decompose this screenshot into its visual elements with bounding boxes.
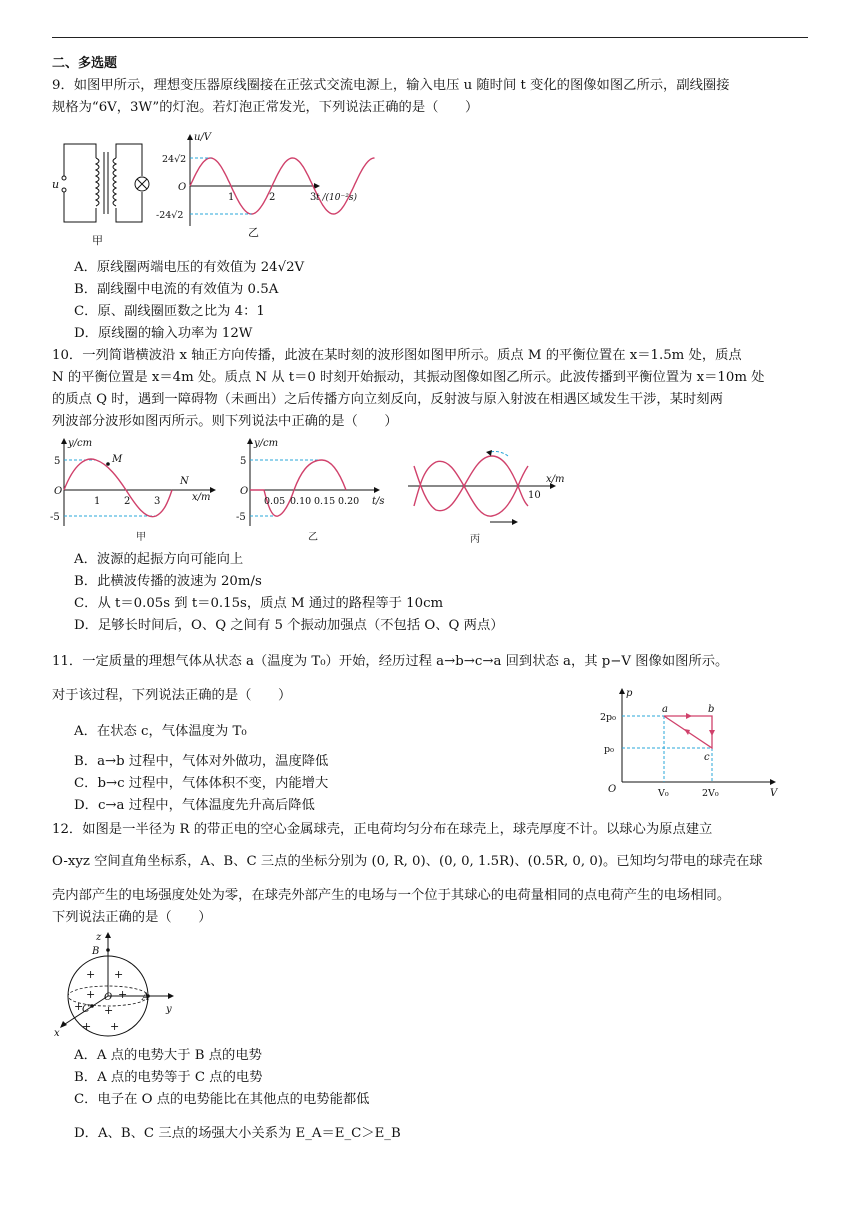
q11-origin: O <box>608 784 617 795</box>
q10-yi-tick1: 0.05 <box>264 496 286 507</box>
q9-tick-label: 3 <box>310 192 317 203</box>
q11-b-label: b <box>708 704 715 715</box>
q11-pv-diagram <box>600 686 790 802</box>
q11-option-a[interactable]: A．在状态 c，气体温度为 T₀ <box>74 724 247 739</box>
q11-stem-line1: 11．一定质量的理想气体从状态 a（温度为 T₀）开始，经历过程 a→b→c→a 回到状态 a，其 p−V 图像如图所示。 <box>52 654 729 669</box>
q10-bing-caption: 丙 <box>470 534 480 545</box>
q9-option-c[interactable]: C．原、副线圈匝数之比为 4：1 <box>74 304 265 319</box>
q10-fig-bing-interference <box>408 444 578 544</box>
q10-yi-origin: O <box>240 486 249 497</box>
q9-x-arrow <box>314 183 320 189</box>
q9-voltage-chart <box>150 130 360 240</box>
q10-bing-xaxis: x/m <box>546 474 565 485</box>
q10-yi-tick3: 0.15 <box>314 496 336 507</box>
q10-yi-tick2: 0.10 <box>290 496 312 507</box>
q12-sphere-figure <box>52 930 192 1040</box>
q10-jia-N: N <box>180 476 189 487</box>
q12-stem-line3: 壳内部产生的电场强度处处为零，在球壳外部产生的电场与一个位于其球心的电荷量相同的点电荷产生的电场相同。 <box>52 888 731 903</box>
q11-option-d[interactable]: D．c→a 过程中，气体温度先升高后降低 <box>74 798 315 813</box>
q10-fig-yi-vibration <box>232 434 402 544</box>
q10-fig-jia-waveform <box>52 434 222 544</box>
q9-fig-yi-caption: 乙 <box>248 226 259 239</box>
q10-jia-y5: 5 <box>54 456 61 467</box>
q12-A-label: A <box>142 992 150 1003</box>
plus-mark: + <box>86 988 96 1001</box>
q12-O-label: O <box>104 992 113 1003</box>
plus-mark: + <box>86 968 96 981</box>
q10-stem-line4: 列波部分波形如图丙所示。则下列说法中正确的是（ ） <box>52 414 398 429</box>
q9-transformer-figure <box>52 138 162 248</box>
q10-stem-line2: N 的平衡位置是 x＝4m 处。质点 N 从 t＝0 时刻开始振动，其振动图像如图乙所示。此波传播到平衡位置为 x＝10m 处 <box>52 370 765 385</box>
q9-tick-label: 1 <box>228 192 235 203</box>
q12-option-c[interactable]: C．电子在 O 点的电势能比在其他点的电势能都低 <box>74 1092 370 1107</box>
q12-B-label: B <box>92 946 100 957</box>
section-title: 二、多选题 <box>52 56 118 71</box>
q10-jia-M: M <box>112 454 123 465</box>
q10-option-a[interactable]: A．波源的起振方向可能向上 <box>74 552 244 567</box>
q9-origin-label: O <box>178 182 187 193</box>
q11-p1-label: p₀ <box>604 744 614 755</box>
top-rule <box>52 37 808 38</box>
q11-c-label: c <box>704 752 710 763</box>
q11-option-c[interactable]: C．b→c 过程中，气体体积不变，内能增大 <box>74 776 329 791</box>
q10-jia-xaxis: x/m <box>192 492 211 503</box>
plus-mark: + <box>114 968 124 981</box>
q11-stem-line2: 对于该过程，下列说法正确的是（ ） <box>52 688 292 703</box>
q9-ymax-label: 24√2 <box>162 154 187 165</box>
q9-tick-label: 2 <box>269 192 276 203</box>
q9-ymin-label: -24√2 <box>156 210 184 221</box>
q12-x-label: x <box>54 1028 60 1039</box>
q9-stem-line2: 规格为“6V，3W”的灯泡。若灯泡正常发光，下列说法正确的是（ ） <box>52 100 479 115</box>
q11-option-b[interactable]: B．a→b 过程中，气体对外做功，温度降低 <box>74 754 329 769</box>
q12-z-label: z <box>96 932 102 943</box>
q10-jia-caption: 甲 <box>136 532 146 543</box>
q10-option-b[interactable]: B．此横波传播的波速为 20m/s <box>74 574 262 589</box>
q12-option-d[interactable]: D．A、B、C 三点的场强大小关系为 E_A＝E_C＞E_B <box>74 1126 401 1141</box>
plus-mark: + <box>110 1020 120 1033</box>
q11-a-label: a <box>662 704 668 715</box>
q12-option-a[interactable]: A．A 点的电势大于 B 点的电势 <box>74 1048 262 1063</box>
q10-option-c[interactable]: C．从 t＝0.05s 到 t＝0.15s，质点 M 通过的路程等于 10cm <box>74 596 444 611</box>
q10-jia-yaxis: y/cm <box>68 438 93 449</box>
q9-option-b[interactable]: B．副线圈中电流的有效值为 0.5A <box>74 282 279 297</box>
q10-yi-yaxis: y/cm <box>254 438 279 449</box>
q10-jia-origin: O <box>54 486 63 497</box>
q10-yi-tick4: 0.20 <box>338 496 360 507</box>
q10-jia-tick1: 1 <box>94 496 101 507</box>
q9-option-a[interactable]: A．原线圈两端电压的有效值为 24√2V <box>74 260 305 275</box>
q11-V-label: V <box>770 788 778 799</box>
plus-mark: + <box>74 1000 84 1013</box>
q11-v2-label: 2V₀ <box>702 788 719 799</box>
q9-fig-jia-caption: 甲 <box>92 234 103 247</box>
q12-y-label: y <box>166 1004 172 1015</box>
q9-y-arrow <box>187 134 193 140</box>
q10-jia-tick2: 2 <box>124 496 131 507</box>
q10-yi-caption: 乙 <box>308 532 318 543</box>
q9-y-axis-label: u/V <box>194 132 212 143</box>
q10-jia-yn5: -5 <box>50 512 60 523</box>
q10-option-d[interactable]: D．足够长时间后，O、Q 之间有 5 个振动加强点（不包括 O、Q 两点） <box>74 618 504 633</box>
plus-mark: + <box>104 1004 114 1017</box>
q12-C-label: C <box>82 1004 90 1015</box>
q10-yi-xaxis: t/s <box>372 496 385 507</box>
q9-x-axis-label: t /(10⁻²s) <box>316 193 357 203</box>
q12-stem-line1: 12．如图是一半径为 R 的带正电的空心金属球壳，正电荷均匀分布在球壳上，球壳厚度不计。以球心为原点建立 <box>52 822 713 837</box>
q9-stem-line1: 9．如图甲所示，理想变压器原线圈接在正弦式交流电源上，输入电压 u 随时间 t 变化的图像如图乙所示，副线圈接 <box>52 78 730 93</box>
q10-yi-y5: 5 <box>240 456 247 467</box>
q12-option-b[interactable]: B．A 点的电势等于 C 点的电势 <box>74 1070 263 1085</box>
q10-yi-yn5: -5 <box>236 512 246 523</box>
q9-u-label: u <box>52 178 60 191</box>
q11-v1-label: V₀ <box>658 788 669 799</box>
q9-option-d[interactable]: D．原线圈的输入功率为 12W <box>74 326 253 341</box>
plus-mark: + <box>118 988 128 1001</box>
q10-stem-line1: 10．一列简谐横波沿 x 轴正方向传播，此波在某时刻的波形图如图甲所示。质点 M 的平衡位置在 x＝1.5m 处，质点 <box>52 348 742 363</box>
q10-jia-tick3: 3 <box>154 496 161 507</box>
q12-stem-line2: O-xyz 空间直角坐标系，A、B、C 三点的坐标分别为 (0, R, 0)、(0, 0, 1.5R)、(0.5R, 0, 0)。已知均匀带电的球壳在球 <box>52 854 763 869</box>
q10-bing-tick: 10 <box>528 490 541 501</box>
q11-p-label: p <box>626 688 633 699</box>
q10-stem-line3: 的质点 Q 时，遇到一障碍物（未画出）之后传播方向立刻反向，反射波与原入射波在相遇区域发生干涉，某时刻两 <box>52 392 723 407</box>
plus-mark: + <box>82 1020 92 1033</box>
q11-p2-label: 2p₀ <box>600 712 616 723</box>
q12-stem-line4: 下列说法正确的是（ ） <box>52 910 212 925</box>
